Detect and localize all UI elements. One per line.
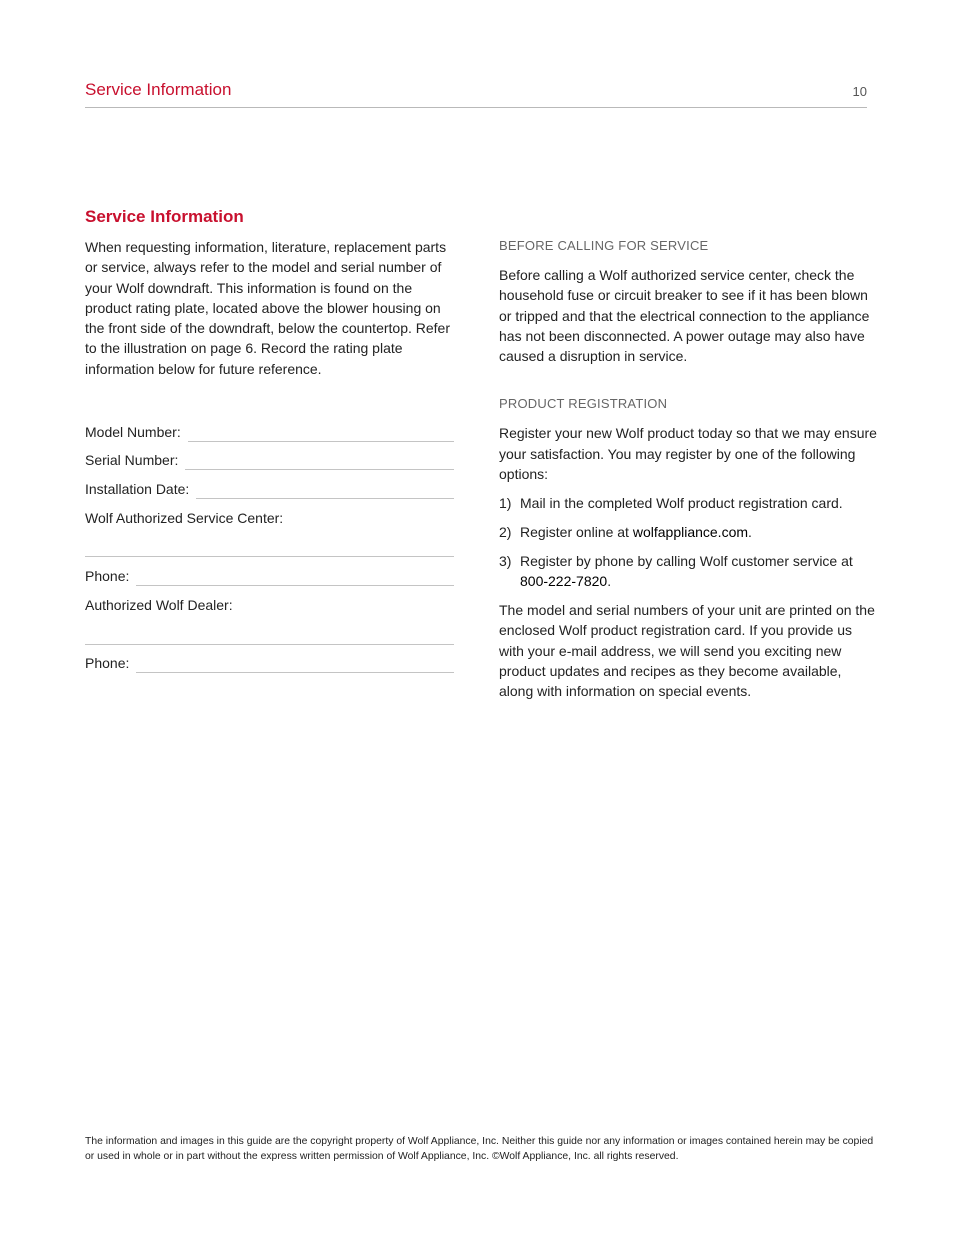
option-number: 1) [499, 495, 512, 512]
page-number: 10 [852, 84, 867, 99]
service-center-label: Wolf Authorized Service Center: [85, 509, 284, 526]
option-text: Register online at [520, 524, 633, 541]
option-text: Register by phone by calling Wolf customer service at [520, 552, 853, 569]
website-link[interactable]: wolfappliance.com [632, 524, 749, 541]
service-center-field [85, 528, 454, 558]
list-item [499, 551, 877, 592]
model-number-row [85, 413, 454, 442]
header-title: Service Information [85, 80, 232, 99]
copyright-footer: The information and images in this guide are the copyright property of Wolf Appliance, Inc. Neither this guide nor any information or images contained herein may be copied or used in whole or in part without the express written permission of Wolf Appliance, Inc. ©Wolf Appliance, Inc. all rights reserved. [85, 1136, 874, 1163]
before-calling-text: Before calling a Wolf authorized service center, check the household fuse or circuit breaker to see if it has been blown or tripped and that the electrical connection to the appliance has not been disconnected. A power outage may also have caused a disruption in service. [499, 267, 870, 365]
option-number: 3) [499, 552, 512, 569]
right-column [499, 236, 877, 702]
list-item [499, 493, 877, 513]
header-divider [85, 107, 867, 108]
left-column [85, 206, 460, 379]
serial-number-field [185, 469, 454, 470]
model-number-label: Model Number: [85, 423, 181, 440]
section-title: Service Information [85, 207, 244, 226]
serial-number-label: Serial Number: [85, 452, 179, 469]
option-text: Mail in the completed Wolf product registration card. [520, 495, 843, 512]
before-calling-heading: BEFORE CALLING FOR SERVICE [499, 238, 709, 253]
installation-date-field [196, 498, 454, 499]
phone-row-1 [85, 557, 454, 586]
phone-label-1: Phone: [85, 568, 130, 585]
dealer-label: Authorized Wolf Dealer: [85, 596, 233, 613]
service-record-form [85, 413, 454, 673]
option-punctuation: . [748, 524, 752, 541]
intro-paragraph: When requesting information, literature, replacement parts or service, always refer to the model and serial number of your Wolf downdraft. This information is found on the product rating plate, located above the blower housing on the front side of the downdraft, below the countertop. Refer to the illustration on page 6. Record the rating plate information below for future reference. [85, 239, 450, 377]
option-punctuation: . [607, 573, 612, 590]
registration-intro: Register your new Wolf product today so that we may ensure your satisfaction. You may register by one of the following options: [499, 425, 877, 483]
model-number-field [188, 441, 454, 442]
option-number: 2) [499, 524, 512, 541]
phone-field-1 [136, 585, 454, 586]
serial-number-row [85, 442, 454, 471]
registration-options [499, 493, 877, 591]
phone-number: 800-222-7820 [520, 573, 608, 590]
phone-row-2 [85, 645, 454, 674]
phone-label-2: Phone: [85, 655, 130, 672]
installation-date-row [85, 470, 454, 499]
installation-date-label: Installation Date: [85, 481, 190, 498]
registration-heading: PRODUCT REGISTRATION [499, 396, 668, 412]
list-item [499, 522, 877, 542]
closing-paragraph: The model and serial numbers of your unit are printed on the enclosed Wolf product registration card. If you provide us with your e-mail address, we will send you exciting new product updates and recipes as they become available, along with information on special events. [499, 602, 875, 700]
dealer-field [85, 615, 454, 645]
phone-field-2 [136, 672, 454, 673]
